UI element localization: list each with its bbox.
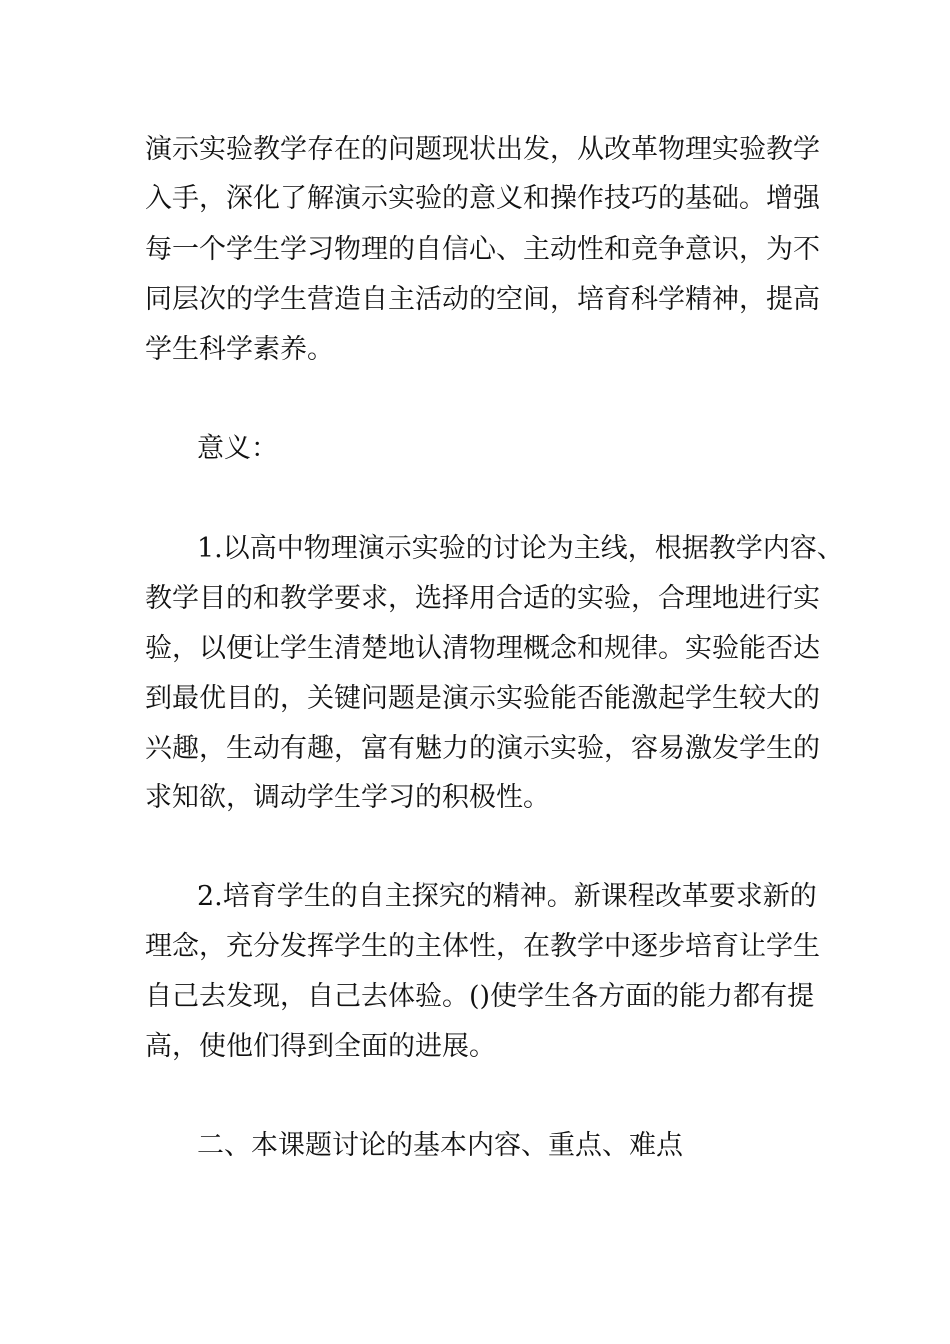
text-line: 2.培育学生的自主探究的精神。新课程改革要求新的 bbox=[197, 881, 817, 912]
section-heading: 二、本课题讨论的基本内容、重点、难点 bbox=[197, 1130, 683, 1161]
text-line: 理念，充分发挥学生的主体性，在教学中逐步培育让学生 bbox=[145, 931, 820, 962]
text-line: 验，以便让学生清楚地认清物理概念和规律。实验能否达 bbox=[145, 633, 820, 664]
text-line: 自己去发现，自己去体验。()使学生各方面的能力都有提 bbox=[145, 981, 815, 1012]
text-line: 求知欲，调动学生学习的积极性。 bbox=[145, 782, 550, 813]
text-line: 入手，深化了解演示实验的意义和操作技巧的基础。增强 bbox=[145, 183, 820, 214]
text-line: 到最优目的，关键问题是演示实验能否能激起学生较大的 bbox=[145, 683, 820, 714]
text-line: 高，使他们得到全面的进展。 bbox=[145, 1031, 496, 1062]
heading-meaning: 意义： bbox=[197, 433, 278, 464]
text-line: 兴趣，生动有趣，富有魅力的演示实验，容易激发学生的 bbox=[145, 733, 820, 764]
text-line: 教学目的和教学要求，选择用合适的实验，合理地进行实 bbox=[145, 583, 820, 614]
text-line: 每一个学生学习物理的自信心、主动性和竞争意识，为不 bbox=[145, 234, 820, 265]
text-line: 学生科学素养。 bbox=[145, 334, 334, 365]
text-line: 同层次的学生营造自主活动的空间，培育科学精神，提高 bbox=[145, 284, 820, 315]
text-line: 1.以高中物理演示实验的讨论为主线，根据教学内容、 bbox=[197, 533, 844, 564]
text-line: 演示实验教学存在的问题现状出发，从改革物理实验教学 bbox=[145, 134, 820, 165]
